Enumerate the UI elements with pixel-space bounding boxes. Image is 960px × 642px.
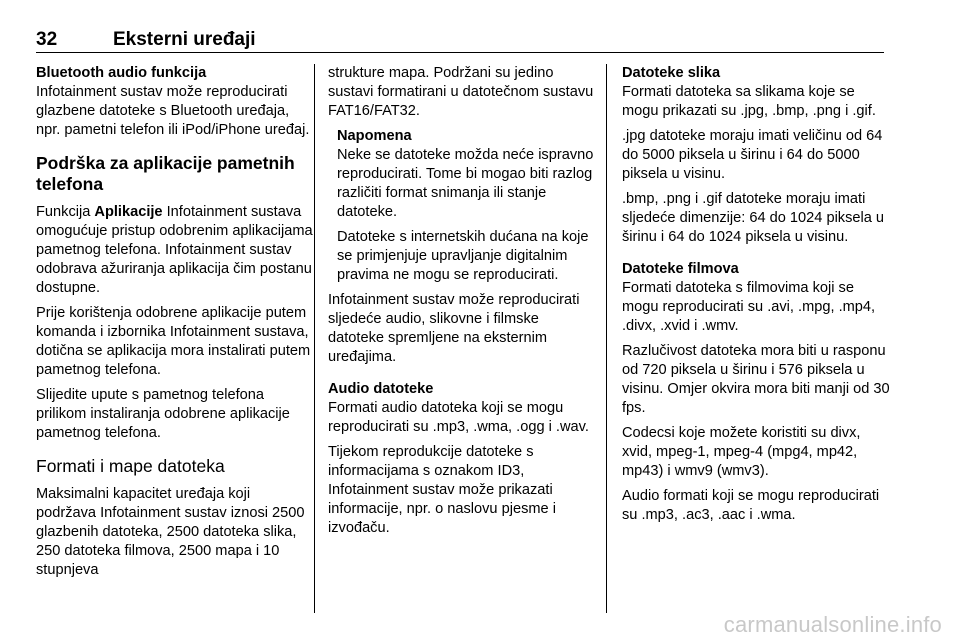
folder-structure-text: strukture mapa. Podržani su jedino sustavi formatirani u datotečnom sustavu FAT16/FAT32. — [328, 65, 594, 119]
apps-paragraph-1 — [36, 203, 314, 298]
movies-paragraph-2: Razlučivost datoteka mora biti u rasponu od 720 piksela u širinu i 576 piksela u visinu. Omjer okvira mora biti manji od 30 fps. — [622, 343, 890, 416]
chapter-title: Eksterni uređaji — [113, 29, 256, 50]
movies-paragraph-3: Codecsi koje možete koristiti su divx, xvid, mpeg-1, mpeg-4 (mpg4, mp42, mp43) i wmv9 (wmv3). — [622, 425, 861, 479]
note-paragraph-1: Neke se datoteke možda neće ispravno reproducirati. Tome bi mogao biti razlog različiti format snimanja ili stanje datoteke. — [337, 147, 594, 220]
bluetooth-text: Infotainment sustav može reproducirati glazbene datoteke s Bluetooth uređaja, npr. pametni telefon ili iPod/iPhone uređaj. — [36, 84, 310, 138]
images-paragraph-3: .bmp, .png i .gif datoteke moraju imati sljedeće dimenzije: 64 do 1024 piksela u širinu i 64 do 1024 piksela u visinu. — [622, 191, 885, 245]
apps-p1-bold: Aplikacije — [94, 204, 163, 220]
apps-paragraph-2: Prije korištenja odobrene aplikacije putem komanda i izbornika Infotainment sustava, dotična se aplikacija mora instalirati putem pametnog telefona. — [36, 305, 311, 378]
supported-files-text: Infotainment sustav može reproducirati sljedeće audio, slikovne i filmske datoteke spremljene na eksternim uređajima. — [328, 292, 580, 365]
watermark-text: carmanualsonline.info — [723, 612, 942, 637]
column-2 — [328, 64, 598, 544]
formats-heading: Formati i mape datoteka — [36, 456, 225, 476]
column-divider-2 — [606, 64, 607, 613]
audio-paragraph-1: Formati audio datoteka koji se mogu reproducirati su .mp3, .wma, .ogg i .wav. — [328, 400, 589, 435]
note-heading: Napomena — [337, 128, 412, 144]
note-paragraph-2: Datoteke s internetskih dućana na koje se primjenjuje upravljanje digitalnim pravima ne mogu se reproducirati. — [337, 229, 589, 283]
page-number: 32 — [36, 29, 58, 50]
audio-paragraph-2: Tijekom reprodukcije datoteke s informacijama s oznakom ID3, Infotainment sustav može prikazati informacije, npr. o naslovu pjesme i izvođaču. — [328, 444, 556, 536]
movies-heading: Datoteke filmova — [622, 261, 739, 277]
images-paragraph-2: .jpg datoteke moraju imati veličinu od 64 do 5000 piksela u širinu i 64 do 5000 piksela u visinu. — [622, 128, 883, 182]
images-heading: Datoteke slika — [622, 65, 721, 81]
apps-p1-pre: Funkcija — [36, 204, 95, 220]
column-1 — [36, 64, 314, 586]
audio-heading: Audio datoteke — [328, 381, 434, 397]
apps-heading: Podrška za aplikacije pametnih telefona — [36, 153, 295, 194]
movies-paragraph-1: Formati datoteka s filmovima koji se mogu reproducirati su .avi, .mpg, .mp4, .divx, .xvid i .wmv. — [622, 280, 876, 334]
page-header — [36, 30, 884, 53]
formats-text: Maksimalni kapacitet uređaja koji podržava Infotainment sustav iznosi 2500 glazbenih datoteka, 2500 datoteka slika, 250 datoteka filmova, 2500 mapa i 10 stupnjeva — [36, 486, 305, 578]
apps-p1-post: Infotainment sustava omogućuje pristup odobrenim aplikacijama pametnog telefona. Infotainment sustav odobrava ažuriranja aplikacija čim postanu dostupne. — [36, 204, 313, 296]
movies-paragraph-4: Audio formati koji se mogu reproducirati su .mp3, .ac3, .aac i .wma. — [622, 488, 880, 523]
images-paragraph-1: Formati datoteka sa slikama koje se mogu prikazati su .jpg, .bmp, .png i .gif. — [622, 84, 876, 119]
note-box — [328, 127, 598, 285]
column-divider-1 — [314, 64, 315, 613]
column-3 — [622, 64, 892, 531]
apps-paragraph-3: Slijedite upute s pametnog telefona prilikom instaliranja odobrene aplikacije pametnog telefona. — [36, 387, 290, 441]
bluetooth-heading: Bluetooth audio funkcija — [36, 65, 207, 81]
